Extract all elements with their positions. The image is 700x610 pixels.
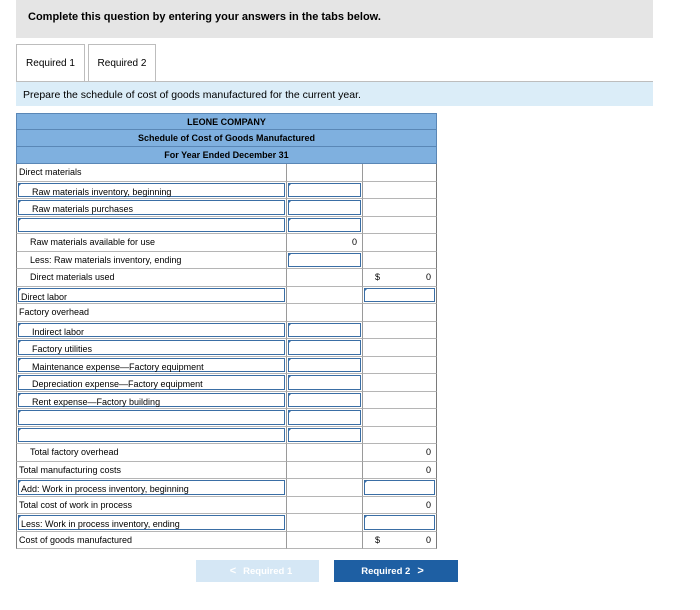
tab-required-2[interactable] <box>88 44 156 82</box>
dollar-sign: $ <box>375 272 381 282</box>
table-row <box>16 532 437 550</box>
schedule-period: For Year Ended December 31 <box>16 147 437 164</box>
amount-input[interactable] <box>288 200 361 215</box>
row-label: Rent expense—Factory building <box>32 396 161 407</box>
row-label: Raw materials inventory, beginning <box>32 186 172 197</box>
amount-input[interactable] <box>364 480 435 495</box>
row-label: Add: Work in process inventory, beginning <box>21 484 189 494</box>
row-label: Raw materials purchases <box>32 204 134 214</box>
label-input[interactable] <box>18 515 285 530</box>
amount-input[interactable] <box>288 393 361 408</box>
instruction-text: Complete this question by entering your answers in the tabs below. <box>28 11 381 23</box>
amount-input[interactable] <box>288 183 361 198</box>
amount-input[interactable] <box>288 340 361 355</box>
chevron-left-icon: < <box>229 565 237 577</box>
row-label: Direct materials used <box>30 272 115 282</box>
prompt-bar <box>16 82 653 106</box>
table-row <box>16 479 437 497</box>
schedule-table <box>16 113 437 549</box>
amount-input[interactable] <box>364 288 435 303</box>
table-row <box>16 234 437 252</box>
amount-value: 0 <box>425 272 431 282</box>
row-label: Cost of goods manufactured <box>19 534 133 545</box>
label-input[interactable] <box>18 358 285 373</box>
dollar-sign: $ <box>375 534 381 545</box>
next-button-label: Required 2 <box>361 565 411 577</box>
prev-button-label: Required 1 <box>243 565 293 577</box>
label-input[interactable] <box>18 218 285 233</box>
table-row <box>16 462 437 480</box>
table-row <box>16 374 437 392</box>
instruction-bar <box>16 0 653 38</box>
label-input[interactable] <box>18 200 285 215</box>
table-row <box>16 357 437 375</box>
table-row <box>16 427 437 445</box>
table-row <box>16 444 437 462</box>
table-row <box>16 164 437 182</box>
label-input[interactable] <box>18 323 285 338</box>
amount-input[interactable] <box>288 253 361 268</box>
table-row <box>16 182 437 200</box>
row-label: Less: Work in process inventory, ending <box>21 519 180 529</box>
table-row <box>16 409 437 427</box>
row-label: Maintenance expense—Factory equipment <box>32 361 204 372</box>
label-input[interactable] <box>18 288 285 303</box>
amount-input[interactable] <box>364 515 435 530</box>
chevron-right-icon: > <box>417 565 424 577</box>
label-input[interactable] <box>18 428 285 443</box>
label-input[interactable] <box>18 375 285 390</box>
label-input[interactable] <box>18 410 285 425</box>
amount-input[interactable] <box>288 375 361 390</box>
amount-input[interactable] <box>288 410 361 425</box>
amount-value: 0 <box>351 237 357 247</box>
amount-value: 0 <box>425 499 431 510</box>
table-row <box>16 217 437 235</box>
row-label: Raw materials available for use <box>30 237 156 247</box>
table-row <box>16 514 437 532</box>
table-row <box>16 269 437 287</box>
row-label: Less: Raw materials inventory, ending <box>30 254 182 265</box>
amount-input[interactable] <box>288 358 361 373</box>
amount-value: 0 <box>425 464 431 475</box>
amount-input[interactable] <box>288 218 361 233</box>
table-row <box>16 322 437 340</box>
schedule-title: Schedule of Cost of Goods Manufactured <box>16 130 437 147</box>
label-input[interactable] <box>18 340 285 355</box>
tab-required-1[interactable] <box>16 44 85 82</box>
table-row <box>16 339 437 357</box>
table-row <box>16 287 437 305</box>
amount-input[interactable] <box>288 428 361 443</box>
row-label: Factory utilities <box>32 344 93 354</box>
row-label: Depreciation expense—Factory equipment <box>32 379 203 389</box>
next-button[interactable] <box>334 560 458 582</box>
table-row <box>16 252 437 270</box>
table-row <box>16 199 437 217</box>
amount-input[interactable] <box>288 323 361 338</box>
table-row <box>16 497 437 515</box>
row-label: Direct materials <box>19 167 82 177</box>
row-label: Indirect labor <box>32 326 85 337</box>
row-label: Factory overhead <box>19 307 90 317</box>
row-label: Total manufacturing costs <box>19 464 122 475</box>
prev-button[interactable] <box>196 560 319 582</box>
row-label: Total factory overhead <box>30 447 119 457</box>
amount-value: 0 <box>425 534 431 545</box>
table-row <box>16 304 437 322</box>
table-row <box>16 392 437 410</box>
label-input[interactable] <box>18 480 285 495</box>
company-name: LEONE COMPANY <box>16 113 437 130</box>
tab-required-1-label: Required 1 <box>26 57 75 69</box>
amount-value: 0 <box>425 447 431 457</box>
prompt-text: Prepare the schedule of cost of goods manufactured for the current year. <box>23 89 361 101</box>
row-label: Direct labor <box>21 291 68 302</box>
row-label: Total cost of work in process <box>19 499 133 510</box>
label-input[interactable] <box>18 183 285 198</box>
tab-required-2-label: Required 2 <box>97 57 147 69</box>
label-input[interactable] <box>18 393 285 408</box>
